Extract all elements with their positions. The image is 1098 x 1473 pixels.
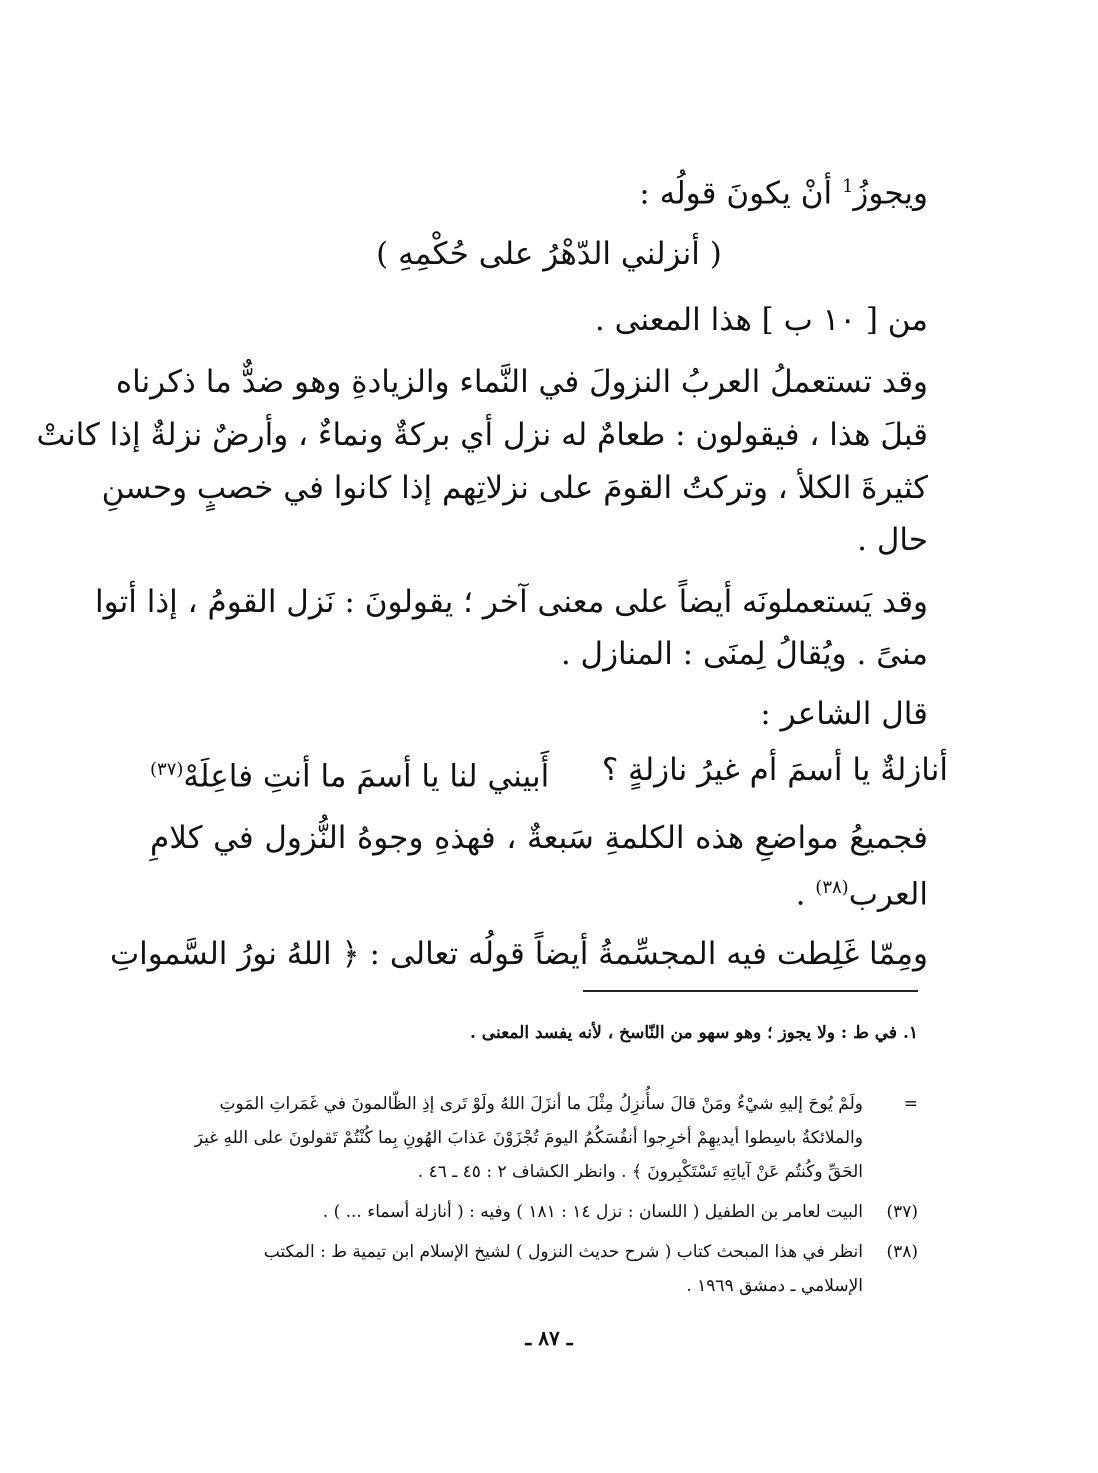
body-text: ويجوزُ (853, 175, 928, 212)
body-text: العرب (848, 876, 928, 913)
footnote-cont-line-1: ولَمْ يُوحَ إليهِ شيْءٌ ومَنْ قالَ سأُنزِلُ مِثْلَ ما أنزَلَ اللهُ ولَوْ تَرى إذِ الظّالمونَ في غَمَراتِ المَوتِ (219, 1094, 863, 1114)
para2-line-2: منىً . ويُقالُ لِمنَى : المنازل . (560, 636, 928, 672)
para1-line-2: قبلَ هذا ، فيقولون : طعامٌ له نزل أي بركةٌ ونماءٌ ، وأرضٌ نزلةٌ إذا كانتْ (36, 417, 928, 453)
footnote-ref-1[interactable]: 1 (841, 176, 854, 197)
footnote-text: انظر في هذا المبحث كتاب ( شرح حديث النزول ) لشيخ الإسلام ابن تيمية ط : المكتب (263, 1242, 863, 1262)
para2-line-1: وقد يَستعملونَه أيضاً على معنى آخر ؛ يقولونَ : نَزل القومُ ، إذا أتوا (95, 584, 928, 620)
para1-line-3: كثيرةَ الكلأ ، وتركتُ القومَ على نزلاتِهم إذا كانوا في خصبٍ وحسنِ (101, 470, 928, 506)
para4-line-1: ومِمّا غَلِطت فيه المجسِّمةُ أيضاً قولُه تعالى : ﴿ اللهُ نورُ السَّمواتِ (109, 936, 928, 972)
footnote-1: ١. في ط : ولا يجوز ؛ وهو سهو من النّاسخ ، لأنه يفسد المعنى . (469, 1023, 918, 1043)
para3-line-2 (170, 866, 928, 916)
verse-hemistich-2 (150, 748, 549, 798)
footnote-ref-38[interactable]: (٣٨) (815, 877, 849, 898)
footnote-ref-37[interactable]: (٣٧) (150, 759, 184, 780)
para1-line-4: حال . (857, 522, 928, 558)
verse-hemistich-1: أنازلةٌ يا أسمَ أم غيرُ نازلةٍ ؟ (601, 752, 948, 788)
footnote-38-line-2: الإسلامي ـ دمشق ١٩٦٩ . (686, 1276, 863, 1296)
para3-line-1: فجميعُ مواضعِ هذه الكلمةِ سَبعةٌ ، فهذهِ وجوهُ النُّزول في كلامِ (150, 820, 928, 856)
body-line-1 (170, 165, 928, 215)
body-text: . (795, 876, 806, 913)
footnote-cont-line-2: والملائكةُ باسِطوا أيديهِمْ أخرِجوا أنفُسَكُمُ اليومَ تُجْزَوْنَ عَذابَ الهُونِ بِما كُنْتُمْ تَقولونَ على اللهِ غيرَ (194, 1128, 863, 1148)
body-line-3: من [ ١٠ ب ] هذا المعنى . (594, 302, 928, 338)
footnote-number: (٣٧) (886, 1202, 918, 1222)
footnote-text: البيت لعامر بن الطفيل ( اللسان : نزل ١٤ : ١٨١ ) وفيه : ( أنازلة أسماء ... ) . (322, 1202, 863, 1222)
verse-quote-1: ( أنزلني الدّهْرُ على حُكْمِهِ ) (376, 236, 722, 272)
poet-intro: قال الشاعر : (760, 696, 928, 732)
page-number: ـ ٨٧ ـ (525, 1326, 573, 1350)
footnote-separator (583, 990, 918, 992)
verse-text: أَبيني لنا يا أسمَ ما أنتِ فاعِلَهْ (183, 758, 550, 795)
footnote-cont-line-3: الحَقِّ وكُنتُم عَنْ آياتِهِ تَسْتَكْبِرونَ ﴾ . وانظر الكشاف ٢ : ٤٥ ـ ٤٦ . (417, 1162, 863, 1182)
footnote-number: (٣٨) (886, 1242, 918, 1262)
body-text: أنْ يكونَ قولُه : (639, 175, 833, 212)
continuation-mark: = (903, 1094, 918, 1114)
para1-line-1: وقد تستعملُ العربُ النزولَ في النَّماء والزيادةِ وهو ضدٌّ ما ذكرناه (115, 364, 928, 400)
